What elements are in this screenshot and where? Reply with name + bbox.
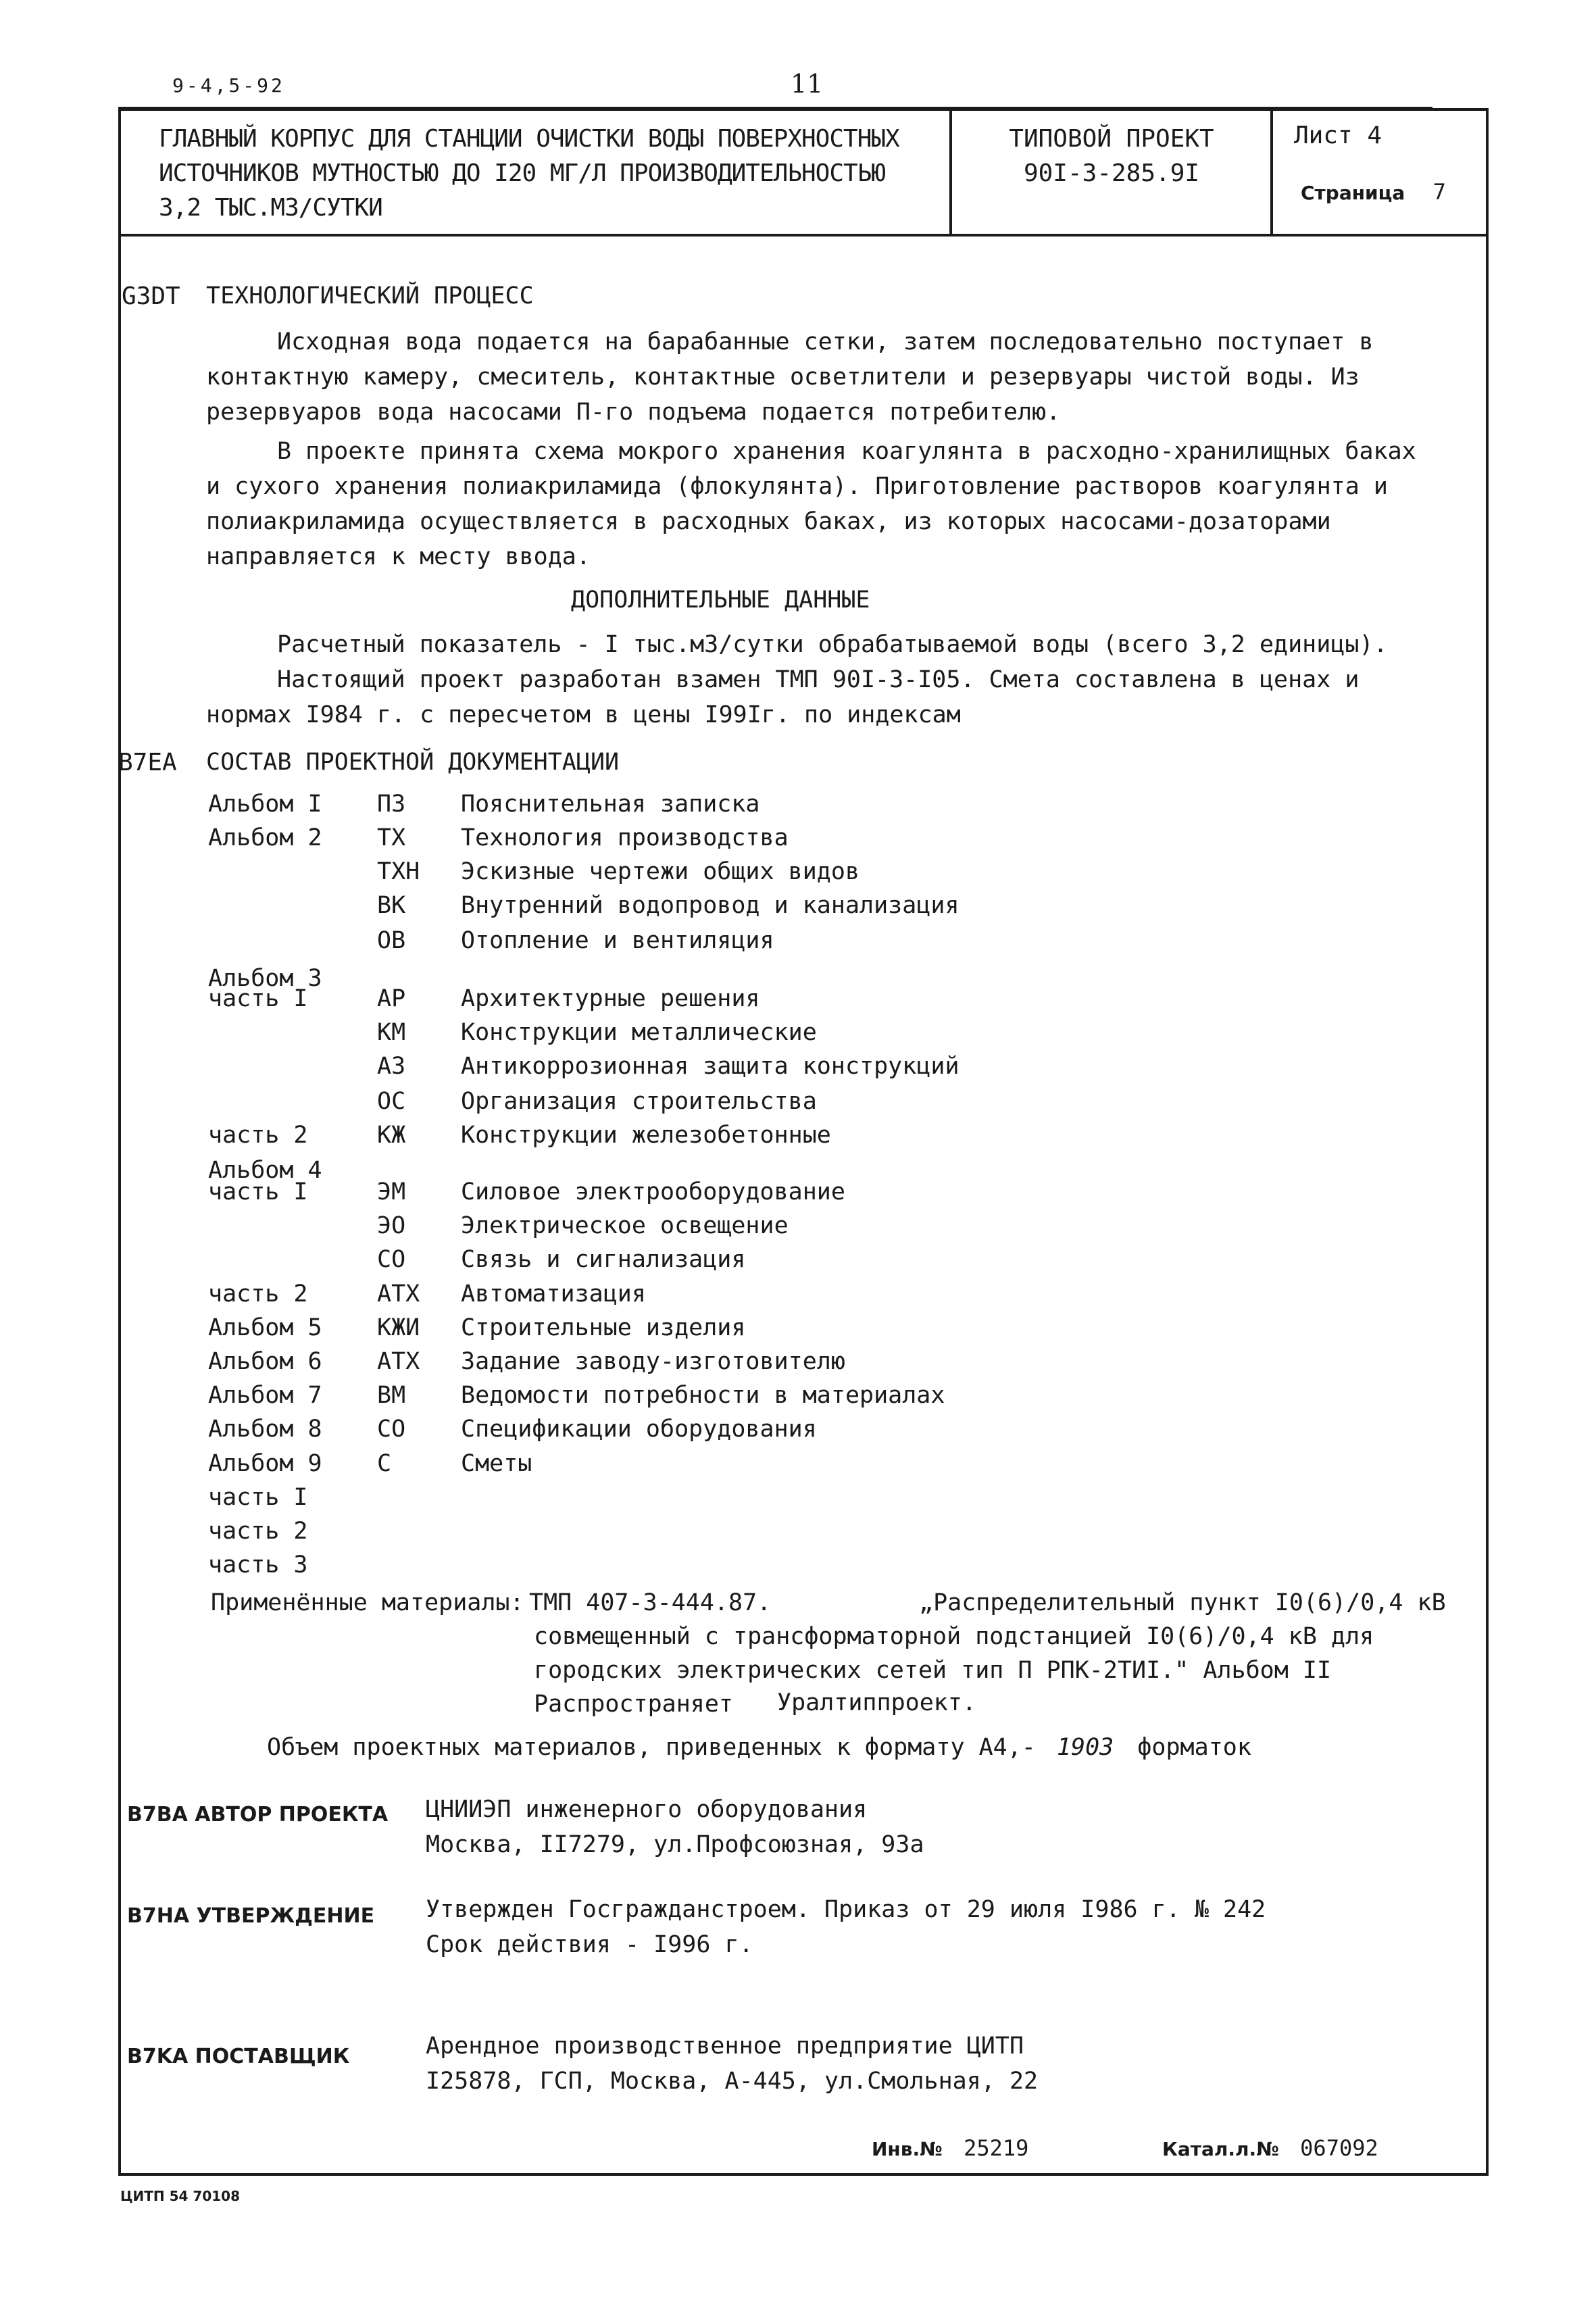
composition-row-name: Строительные изделия [461, 1314, 746, 1341]
composition-row-abbr: КЖИ [377, 1314, 420, 1341]
composition-row-abbr: ЭО [377, 1212, 406, 1239]
composition-row-abbr: АР [377, 985, 406, 1012]
inventory-value: 25219 [964, 2135, 1029, 2161]
composition-row-name: Пояснительная записка [461, 791, 760, 818]
materials-line-2: совмещенный с трансформаторной подстанцией I0(6)/0,4 кВ для [534, 1623, 1374, 1650]
composition-row-album: часть 2 [208, 1122, 308, 1149]
composition-row-abbr: ОВ [377, 927, 406, 954]
composition-row-album: Альбом 3 [208, 965, 322, 992]
approval-label: B7HA УТВЕРЖДЕНИЕ [127, 1904, 375, 1928]
sheet-number: Лист 4 [1294, 122, 1382, 149]
composition-row-abbr: ОС [377, 1088, 406, 1115]
materials-label: Применённые материалы: [211, 1589, 524, 1616]
additional-line-3: нормах I984 г. с пересчетом в цены I99Iг. по индексам [206, 701, 961, 728]
composition-row-abbr: АТХ [377, 1348, 420, 1375]
composition-row-album: часть 3 [208, 1551, 308, 1578]
composition-row-abbr: ТХН [377, 858, 420, 885]
materials-line-3: городских электрических сетей тип П РПК-2ТИI." Альбом II [534, 1657, 1332, 1684]
header-project [1000, 122, 1223, 191]
project-number: 90I-3-285.9I [1023, 159, 1200, 187]
process-paragraph-2 [206, 434, 1416, 574]
composition-row-abbr: С [377, 1450, 392, 1477]
printer-stamp: ЦИТП 54 70108 [120, 2188, 241, 2204]
composition-row-album: Альбом I [208, 791, 322, 818]
inventory-number [872, 2135, 1028, 2161]
p1-line-2: контактную камеру, смеситель, контактные осветлители и резервуары чистой воды. Из [206, 364, 1360, 391]
supplier-line-2: I25878, ГСП, Москва, А-445, ул.Смольная, 22 [426, 2068, 1039, 2095]
composition-row-album: Альбом 7 [208, 1382, 322, 1409]
composition-row-album: Альбом 5 [208, 1314, 322, 1341]
page-value: 7 [1432, 179, 1446, 205]
composition-row-album: часть 2 [208, 1518, 308, 1545]
p2-line-4: направляется к месту ввода. [206, 543, 591, 570]
approval-line-2: Срок действия - I996 г. [426, 1931, 753, 1958]
composition-row-name: Внутренний водопровод и канализация [461, 892, 959, 919]
materials-distributor: Уралтиппроект. [777, 1689, 977, 1716]
additional-data [206, 627, 1388, 732]
inventory-label: Инв.№ [872, 2138, 943, 2160]
materials-line-4: Распространяет [534, 1691, 734, 1718]
composition-title: СОСТАВ ПРОЕКТНОЙ ДОКУМЕНТАЦИИ [206, 749, 620, 776]
composition-row-name: Силовое электрооборудование [461, 1178, 845, 1205]
volume-text: Объем проектных материалов, приведенных к формату А4,- [267, 1734, 1036, 1761]
process-code: G3DT [122, 282, 180, 310]
p1-line-1: Исходная вода подается на барабанные сетки, затем последовательно поступает в [277, 328, 1374, 355]
additional-title: ДОПОЛНИТЕЛЬНЫЕ ДАННЫЕ [571, 587, 870, 614]
composition-row-album: часть I [208, 985, 308, 1012]
composition-row-name: Связь и сигнализация [461, 1246, 746, 1273]
composition-row-name: Отопление и вентиляция [461, 927, 774, 954]
header-title-line-1: ГЛАВНЫЙ КОРПУС ДЛЯ СТАНЦИИ ОЧИСТКИ ВОДЫ ПОВЕРХНОСТНЫХ [159, 125, 899, 153]
author-label: B7BA АВТОР ПРОЕКТА [127, 1803, 389, 1826]
materials-line-1: „Распределительный пункт I0(6)/0,4 кВ [919, 1589, 1446, 1616]
volume-value: 1903 [1056, 1734, 1114, 1761]
composition-code: B7EA [118, 749, 177, 776]
composition-row-name: Технология производства [461, 824, 789, 851]
composition-row-album: часть I [208, 1484, 308, 1511]
composition-row-album: Альбом 9 [208, 1450, 322, 1477]
header-title-line-2: ИСТОЧНИКОВ МУТНОСТЬЮ ДО I20 МГ/Л ПРОИЗВОДИТЕЛЬНОСТЬЮ [159, 159, 886, 187]
composition-row-name: Ведомости потребности в материалах [461, 1382, 945, 1409]
additional-line-2: Настоящий проект разработан взамен ТМП 90I-3-I05. Смета составлена в ценах и [277, 666, 1360, 693]
header-separator-2 [1270, 108, 1273, 235]
composition-row-abbr: ТХ [377, 824, 406, 851]
composition-row-abbr: АТХ [377, 1280, 420, 1308]
materials-ref: ТМП 407-3-444.87. [529, 1589, 772, 1616]
process-title: ТЕХНОЛОГИЧЕСКИЙ ПРОЦЕСС [206, 282, 534, 309]
supplier-info [426, 2028, 1038, 2099]
catalog-number [1162, 2135, 1378, 2161]
composition-row-abbr: ВК [377, 892, 406, 919]
approval-info [426, 1892, 1266, 1962]
catalog-label: Катал.л.№ [1162, 2138, 1279, 2160]
p2-line-2: и сухого хранения полиакриламида (флокулянта). Приготовление растворов коагулянта и [206, 473, 1388, 500]
author-line-2: Москва, II7279, ул.Профсоюзная, 93а [426, 1831, 924, 1858]
composition-row-abbr: КМ [377, 1019, 406, 1046]
catalog-value: 067092 [1300, 2135, 1378, 2161]
volume-unit: форматок [1137, 1734, 1251, 1761]
composition-row-name: Электрическое освещение [461, 1212, 789, 1239]
composition-row-abbr: ПЗ [377, 791, 406, 818]
composition-row-abbr: СО [377, 1416, 406, 1443]
volume-line [267, 1730, 1251, 1765]
author-line-1: ЦНИИЭП инженерного оборудования [426, 1796, 868, 1823]
p2-line-3: полиакриламида осуществляется в расходных баках, из которых насосами-дозаторами [206, 508, 1331, 535]
composition-row-name: Сметы [461, 1450, 532, 1477]
composition-row-name: Эскизные чертежи общих видов [461, 858, 860, 885]
process-paragraph-1 [206, 324, 1374, 430]
composition-row-album: Альбом 4 [208, 1157, 322, 1184]
page-field [1301, 179, 1446, 205]
composition-row-abbr: ЭМ [377, 1178, 406, 1205]
composition-row-album: часть 2 [208, 1280, 308, 1308]
supplier-line-1: Арендное производственное предприятие ЦИТП [426, 2033, 1024, 2060]
composition-row-name: Автоматизация [461, 1280, 646, 1308]
header-title [159, 122, 943, 225]
composition-row-name: Задание заводу-изготовителю [461, 1348, 845, 1375]
header-divider [118, 234, 1489, 237]
composition-row-album: Альбом 6 [208, 1348, 322, 1375]
project-label: ТИПОВОЙ ПРОЕКТ [1009, 125, 1214, 153]
composition-row-album: Альбом 8 [208, 1416, 322, 1443]
composition-row-name: Конструкции железобетонные [461, 1122, 831, 1149]
composition-row-name: Организация строительства [461, 1088, 817, 1115]
p1-line-3: резервуаров вода насосами П-го подъема подается потребителю. [206, 399, 1061, 426]
supplier-label: B7KA ПОСТАВЩИК [127, 2045, 350, 2068]
additional-line-1: Расчетный показатель - I тыс.м3/сутки обрабатываемой воды (всего 3,2 единицы). [277, 631, 1388, 658]
approval-line-1: Утвержден Госгражданстроем. Приказ от 29 июля I986 г. № 242 [426, 1896, 1266, 1923]
composition-row-album: Альбом 2 [208, 824, 322, 851]
composition-row-name: Конструкции металлические [461, 1019, 817, 1046]
page-label: Страница [1301, 182, 1405, 204]
composition-row-name: Спецификации оборудования [461, 1416, 817, 1443]
author-info [426, 1792, 924, 1862]
composition-row-abbr: КЖ [377, 1122, 406, 1149]
page-number: 11 [791, 69, 824, 99]
document-code: 9-4,5-92 [172, 74, 285, 97]
header-separator-1 [949, 108, 952, 235]
composition-row-name: Архитектурные решения [461, 985, 760, 1012]
composition-row-album: часть I [208, 1178, 308, 1205]
composition-row-abbr: СО [377, 1246, 406, 1273]
composition-row-abbr: ВМ [377, 1382, 406, 1409]
header-title-line-3: 3,2 ТЫС.М3/СУТКИ [159, 194, 382, 222]
p2-line-1: В проекте принята схема мокрого хранения коагулянта в расходно-хранилищных баках [277, 438, 1416, 465]
composition-row-name: Антикоррозионная защита конструкций [461, 1053, 959, 1080]
composition-row-abbr: АЗ [377, 1053, 406, 1080]
